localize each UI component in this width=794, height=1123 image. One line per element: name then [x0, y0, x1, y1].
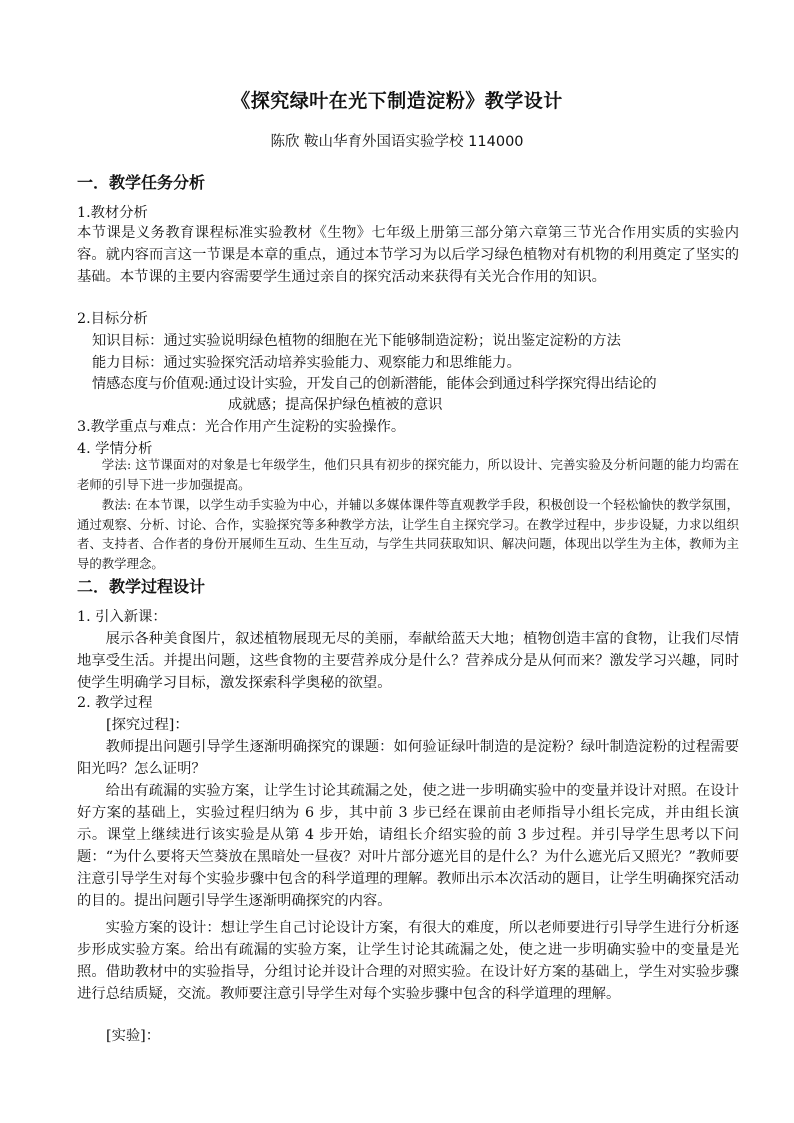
item-textbook-label: 1.教材分析: [77, 205, 148, 221]
paragraph-explore-2: 给出有疏漏的实验方案，让学生讨论其疏漏之处，使之进一步明确实验中的变量并设计对照。在设计好方案的基础上，实验过程归纳为 6 步，其中前 3 步已经在课前由老师指导小组长完成，并由组长演示。课堂上继续进行该实验是从第 4 步开始，请组长介绍实验的前 3 步过程。并引导学生思考以下问题：“为什么要将天竺葵放在黑暗处一昼夜？对叶片部分遮光目的是什么？为什么遮光后又照光？”教师要注意引导学生对每个实验步骤中包含的科学道理的理解。教师出示本次活动的题目，让学生明确探究活动的目的。提出问题引导学生逐渐明确探究的内容。: [77, 783, 739, 909]
paragraph-teaching-method: 教法: 在本节课，以学生动手实验为中心，并辅以多媒体课件等直观教学手段，积极创设一个轻松愉快的教学氛围，通过观察、分析、讨论、合作，实验探究等多种教学方法，让学生自主探究学习。在教学过程中，步步设疑，力求以组织者、支持者、合作者的身份开展师生互动、生生互动，与学生共同获取知识、解决问题，体现出以学生为主体，教师为主导的教学理念。: [77, 497, 739, 571]
explore-label: [探究过程]：: [106, 717, 189, 733]
item-intro-label: 1. 引入新课：: [77, 609, 167, 625]
paragraph-design: 实验方案的设计：想让学生自己讨论设计方案，有很大的难度，所以老师要进行引导学生进行分析逐步形成实验方案。给出有疏漏的实验方案，让学生讨论其疏漏之处，使之进一步明确实验中的变量是光照。借助教材中的实验指导，分组讨论并设计合理的对照实验。在设计好方案的基础上，学生对实验步骤进行总结质疑，交流。教师要注意引导学生对每个实验步骤中包含的科学道理的理解。: [77, 920, 739, 1002]
goal-emotion-line1: 情感态度与价值观:通过设计实验，开发自己的创新潜能，能体会到通过科学探究得出结论的: [92, 376, 657, 392]
paragraph-intro: 展示各种美食图片，叙述植物展现无尽的美丽，奉献给蓝天大地；植物创造丰富的食物，让我们尽情地享受生活。并提出问题，这些食物的主要营养成分是什么？营养成分是从何而来？激发学习兴趣，同时使学生明确学习目标，激发探索科学奥秘的欲望。: [77, 631, 739, 691]
page-title: 《探究绿叶在光下制造淀粉》教学设计: [231, 90, 563, 112]
goal-knowledge: 知识目标：通过实验说明绿色植物的细胞在光下能够制造淀粉；说出鉴定淀粉的方法: [92, 333, 621, 349]
item-goal-label: 2.目标分析: [77, 311, 148, 327]
item-key-points: 3.教学重点与难点：光合作用产生淀粉的实验操作。: [77, 419, 406, 435]
goal-emotion-line2: 成就感；提高保护绿色植被的意识: [228, 397, 443, 413]
paragraph-textbook: 本节课是义务教育课程标准实验教材《生物》七年级上册第三部分第六章第三节光合作用实质的实验内容。就内容而言这一节课是本章的重点，通过本节学习为以后学习绿色植物对有机物的利用奠定了坚实的基础。本节课的主要内容需要学生通过亲自的探究活动来获得有关光合作用的知识。: [77, 225, 739, 285]
author-line: 陈欣 鞍山华育外国语实验学校 114000: [270, 134, 524, 150]
section-heading-task-analysis: 一．教学任务分析: [77, 173, 206, 192]
paragraph-explore-1: 教师提出问题引导学生逐渐明确探究的课题：如何验证绿叶制造的是淀粉？绿叶制造淀粉的过程需要阳光吗？怎么证明？: [77, 739, 739, 777]
section-heading-process-design: 二．教学过程设计: [77, 577, 206, 596]
item-learner-label: 4. 学情分析: [77, 441, 153, 457]
goal-ability: 能力目标：通过实验探究活动培养实验能力、观察能力和思维能力。: [92, 355, 521, 371]
experiment-label: [实验]：: [106, 1028, 161, 1044]
item-process-label: 2. 教学过程: [77, 695, 153, 711]
paragraph-learning-method: 学法: 这节课面对的对象是七年级学生，他们只具有初步的探究能力，所以设计、完善实验及分析问题的能力均需在老师的引导下进一步加强提高。: [77, 457, 739, 492]
